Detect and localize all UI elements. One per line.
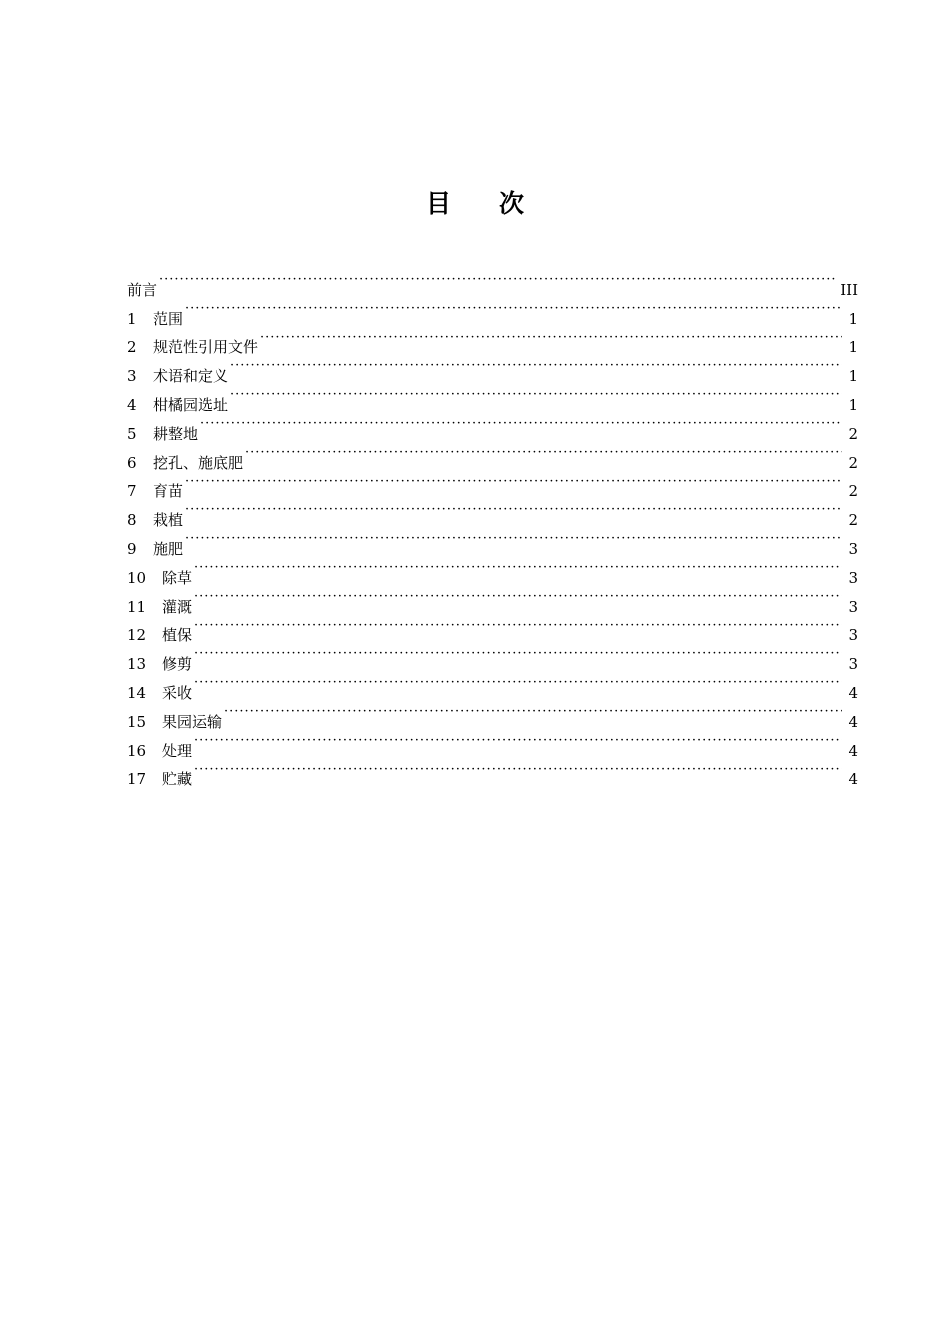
toc-entry-page: 2 (848, 511, 858, 530)
toc-dot-leader (159, 266, 836, 295)
toc-entry-number: 11 (127, 597, 147, 616)
toc-entry-number: 9 (127, 539, 137, 558)
toc-entry-4[interactable] (127, 381, 858, 414)
toc-entry-label: 贮藏 (162, 770, 193, 789)
toc-entry-page: 3 (848, 626, 858, 645)
toc-entry-page: 4 (848, 712, 858, 731)
toc-entry-page: 2 (848, 453, 858, 472)
toc-dot-leader (230, 352, 842, 381)
toc-entry-label: 栽植 (153, 511, 184, 530)
toc-entry-number: 12 (127, 626, 147, 645)
toc-entry-label: 除草 (162, 568, 193, 587)
toc-dot-leader (185, 295, 842, 324)
toc-entry-number: 14 (127, 683, 147, 702)
toc-entry-label: 挖孔、施底肥 (153, 453, 244, 472)
toc-entry-16[interactable] (127, 727, 858, 760)
toc-entry-label: 规范性引用文件 (153, 338, 259, 357)
toc-entry-preface[interactable] (127, 266, 858, 299)
toc-dot-leader (194, 612, 842, 641)
toc-entry-7[interactable] (127, 468, 858, 501)
toc-entry-label: 处理 (162, 741, 193, 760)
toc-entry-page: 3 (848, 597, 858, 616)
toc-entry-number: 13 (127, 655, 147, 674)
toc-entry-page: III (840, 280, 858, 299)
toc-entry-6[interactable] (127, 439, 858, 472)
toc-entry-number: 6 (127, 453, 137, 472)
toc-entry-page: 1 (848, 395, 858, 414)
toc-dot-leader (260, 324, 842, 353)
toc-entry-number: 5 (127, 424, 137, 443)
toc-entry-11[interactable] (127, 583, 858, 616)
toc-entry-page: 4 (848, 741, 858, 760)
toc-entry-number: 4 (127, 395, 137, 414)
toc-entry-12[interactable] (127, 612, 858, 645)
toc-entry-page: 3 (848, 539, 858, 558)
toc-entry-page: 1 (848, 309, 858, 328)
table-of-contents (127, 266, 858, 789)
toc-entry-2[interactable] (127, 324, 858, 357)
toc-dot-leader (194, 756, 842, 785)
toc-entry-3[interactable] (127, 352, 858, 386)
toc-entry-label: 范围 (153, 309, 184, 328)
toc-entry-number: 15 (127, 712, 147, 731)
toc-entry-page: 1 (848, 338, 858, 357)
toc-dot-leader (185, 496, 842, 525)
toc-dot-leader (194, 727, 842, 756)
toc-entry-label: 灌溉 (162, 597, 193, 616)
toc-entry-1[interactable] (127, 295, 858, 328)
toc-entry-number: 10 (127, 568, 147, 587)
toc-entry-13[interactable] (127, 640, 858, 674)
toc-entry-page: 3 (848, 655, 858, 674)
toc-entry-10[interactable] (127, 554, 858, 587)
toc-entry-label: 施肥 (153, 539, 184, 558)
toc-entry-8[interactable] (127, 496, 858, 530)
toc-entry-number: 17 (127, 770, 147, 789)
toc-entry-page: 4 (848, 770, 858, 789)
toc-entry-label: 术语和定义 (153, 367, 229, 386)
toc-entry-label: 果园运输 (162, 712, 223, 731)
toc-dot-leader (200, 410, 842, 439)
toc-entry-page: 2 (848, 482, 858, 501)
toc-entry-number: 7 (127, 482, 137, 501)
toc-entry-label: 修剪 (162, 655, 193, 674)
toc-entry-number: 1 (127, 309, 137, 328)
toc-entry-5[interactable] (127, 410, 858, 443)
toc-entry-number: 2 (127, 338, 137, 357)
toc-dot-leader (194, 669, 842, 698)
toc-dot-leader (194, 554, 842, 583)
toc-entry-page: 3 (848, 568, 858, 587)
toc-entry-page: 2 (848, 424, 858, 443)
toc-entry-number: 3 (127, 367, 137, 386)
toc-dot-leader (194, 640, 842, 669)
toc-dot-leader (185, 525, 842, 554)
toc-entry-page: 4 (848, 683, 858, 702)
toc-entry-label: 柑橘园选址 (153, 395, 229, 414)
toc-entry-number: 8 (127, 511, 137, 530)
toc-entry-15[interactable] (127, 698, 858, 731)
toc-entry-label: 前言 (127, 280, 158, 299)
toc-entry-label: 育苗 (153, 482, 184, 501)
toc-entry-label: 植保 (162, 626, 193, 645)
toc-entry-14[interactable] (127, 669, 858, 702)
toc-entry-17[interactable] (127, 756, 858, 789)
toc-entry-9[interactable] (127, 525, 858, 558)
toc-entry-label: 耕整地 (153, 424, 199, 443)
toc-entry-page: 1 (848, 367, 858, 386)
toc-dot-leader (194, 583, 842, 612)
toc-dot-leader (185, 468, 842, 497)
toc-dot-leader (224, 698, 842, 727)
toc-dot-leader (245, 439, 842, 468)
toc-entry-number: 16 (127, 741, 147, 760)
toc-dot-leader (230, 381, 842, 410)
page-title: 目次 (425, 189, 572, 218)
toc-entry-label: 采收 (162, 683, 193, 702)
